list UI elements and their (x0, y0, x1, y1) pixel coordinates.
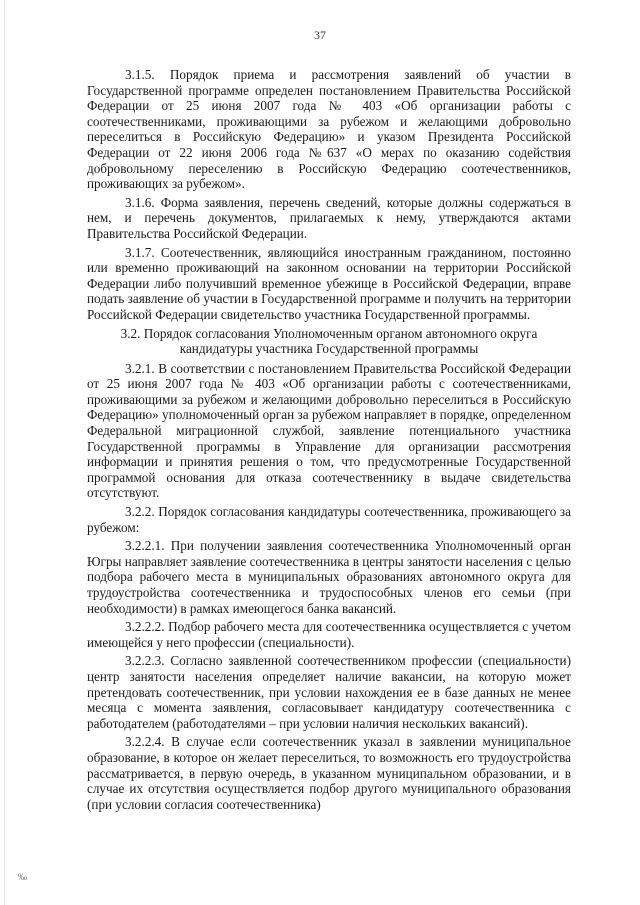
document-body (87, 67, 571, 812)
paragraph-3-2-1: 3.2.1. В соответствии с постановлением Правительства Российской Федерации от 25 июня 2007 года № 403 «Об организации работы с соотечественниками, проживающими за рубежом и желающими добровольно переселиться в Российскую Федерацию» уполномоченный орган за рубежом направляет в порядке, определенном Федеральной миграционной службой, заявление потенциального участника Государственной программы в Управление для организации рассмотрения информации и принятия решения о том, что предусмотренные Государственной программой основания для отказа соотечественнику в выдаче свидетельства отсутствуют. (87, 360, 571, 501)
scan-edge (4, 0, 5, 905)
paragraph-3-2-2-2: 3.2.2.2. Подбор рабочего места для соотечественника осуществляется с учетом имеющейся у него профессии (специальности). (87, 619, 571, 650)
paragraph-3-2-2-3: 3.2.2.3. Согласно заявленной соотечественником профессии (специальности) центр занятости населения определяет наличие вакансии, на которую может претендовать соотечественник, при условии нахождения ее в базе данных не менее месяца с момента заявления, согласовывает кандидатуру соотечественника с работодателем (работодателями – при условии наличия нескольких вакансий). (87, 653, 571, 731)
paragraph-3-1-5: 3.1.5. Порядок приема и рассмотрения заявлений об участии в Государственной программе определен постановлением Правительства Российской Федерации от 25 июня 2007 года № 403 «Об организации работы с соотечественниками, проживающими за рубежом и желающими добровольно переселиться в Российскую Федерацию» и указом Президента Российской Федерации от 22 июня 2006 года №637 «О мерах по оказанию содействия добровольному переселению в Российскую Федерацию соотечественников, проживающих за рубежом». (87, 67, 571, 192)
paragraph-3-1-6: 3.1.6. Форма заявления, перечень сведений, которые должны содержаться в нем, и перечень документов, прилагаемых к нему, утверждаются актами Правительства Российской Федерации. (87, 194, 571, 241)
paragraph-3-2-2: 3.2.2. Порядок согласования кандидатуры соотечественника, проживающего за рубежом: (87, 504, 571, 535)
section-heading-3-2: 3.2. Порядок согласования Уполномоченным органом автономного округа кандидатуры участника Государственной программы (120, 325, 538, 357)
footer-mark: ‰ (18, 872, 27, 882)
paragraph-3-2-2-4: 3.2.2.4. В случае если соотечественник указал в заявлении муниципальное образование, в которое он желает переселиться, то возможность его трудоустройства рассматривается, в первую очередь, в указанном муниципальном образовании, и в случае их отсутствия осуществляется подбор другого муниципального образования (при условии согласия соотечественника) (87, 734, 571, 812)
paragraph-3-1-7: 3.1.7. Соотечественник, являющийся иностранным гражданином, постоянно или временно проживающий на законном основании на территории Российской Федерации либо получивший временное убежище в Российской Федерации, вправе подать заявление об участии в Государственной программе и получить на территории Российской Федерации свидетельство участника Государственной программы. (87, 244, 571, 322)
paragraph-3-2-2-1: 3.2.2.1. При получении заявления соотечественника Уполномоченный орган Югры направляет заявление соотечественника в центры занятости населения с целью подбора рабочего места в муниципальных образованиях автономного округа для трудоустройства соотечественника и трудоспособных членов его семьи (при необходимости) в рамках имеющегося банка вакансий. (87, 538, 571, 616)
page-number: 37 (314, 28, 326, 42)
